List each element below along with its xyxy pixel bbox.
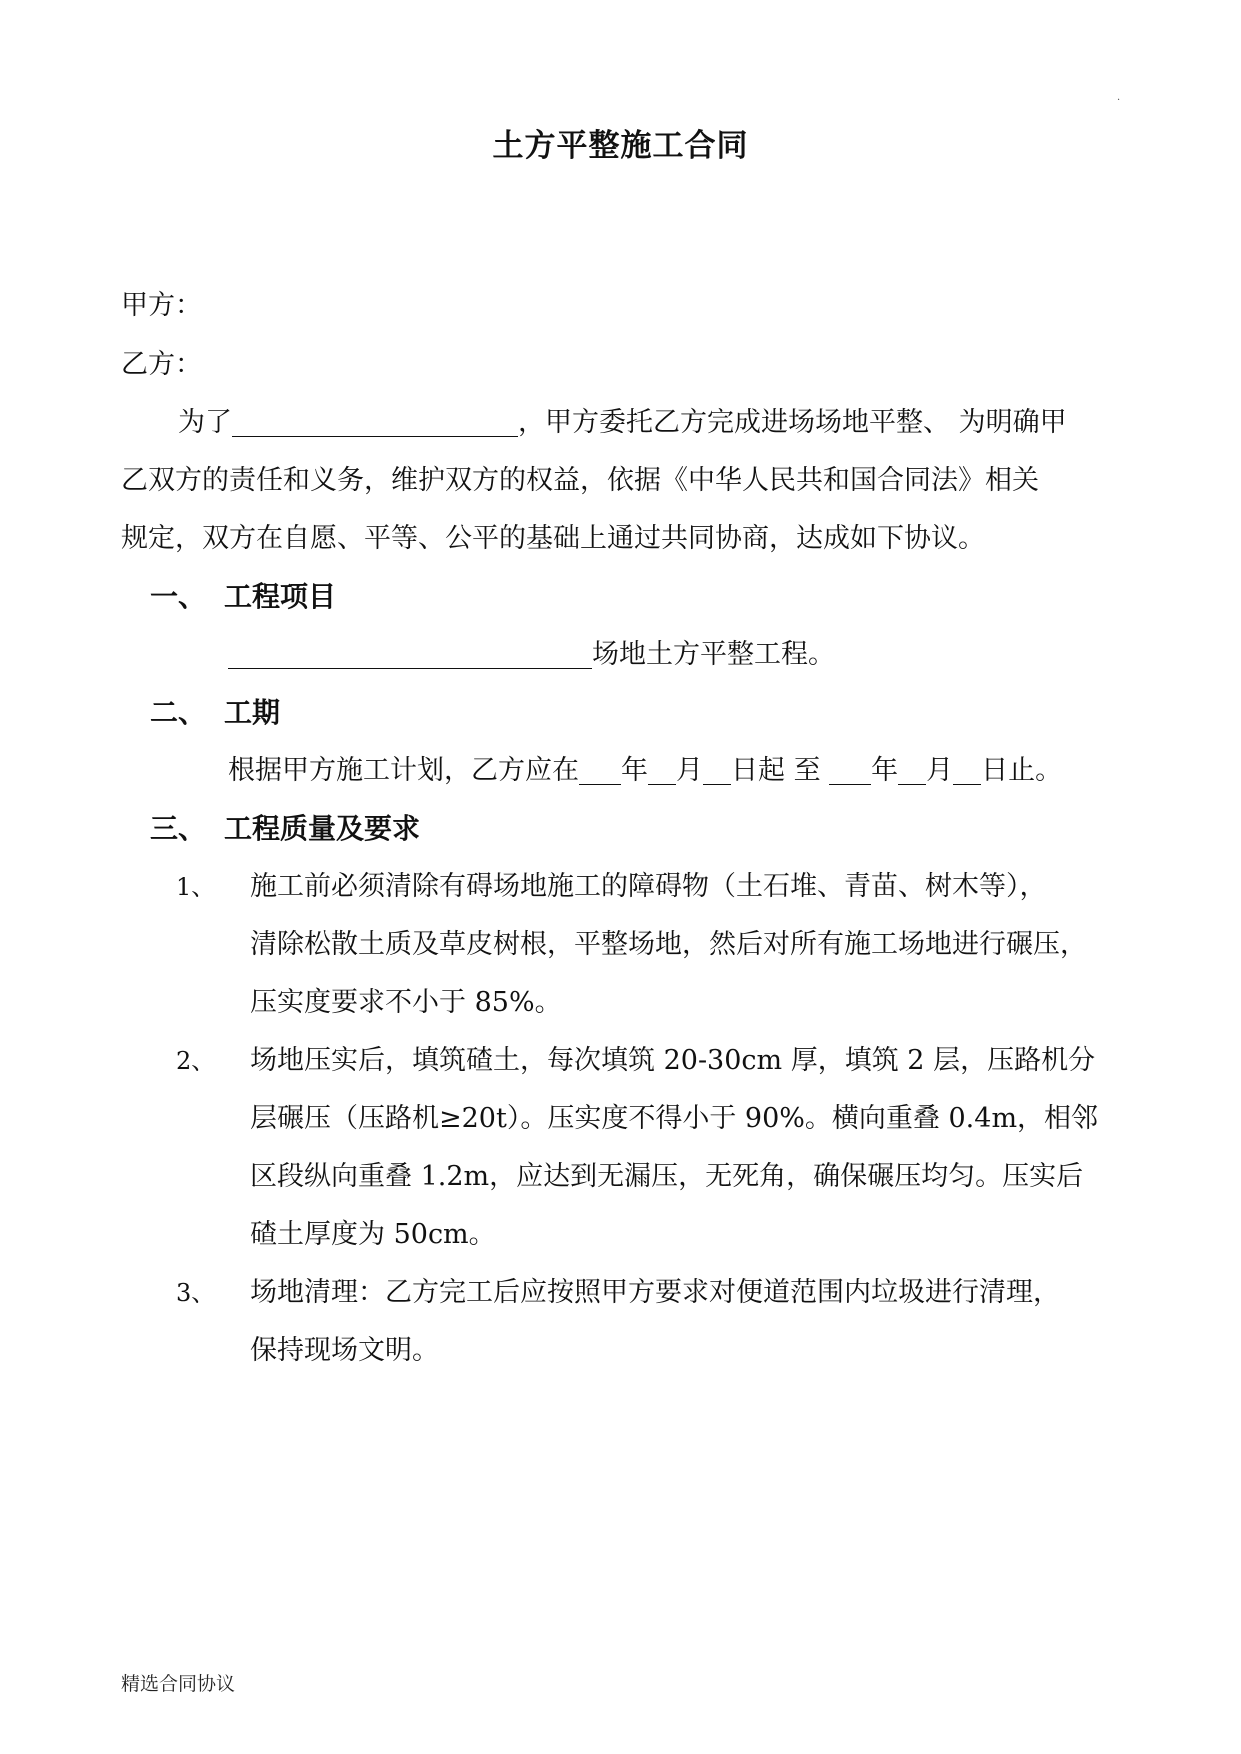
item-1-line-3: 压实度要求不小于 85%。 bbox=[250, 987, 562, 1018]
item-2-line-1: 场地压实后，填筑碴土，每次填筑 20-30cm 厚，填筑 2 层，压路机分 bbox=[250, 1045, 1096, 1076]
corner-mark: · bbox=[1117, 95, 1121, 106]
end-year-label: 年 bbox=[871, 755, 899, 786]
section-1-heading bbox=[150, 578, 336, 616]
schedule-text: 根据甲方施工计划，乙方应在 bbox=[228, 755, 579, 786]
item-3-number: 3、 bbox=[176, 1279, 216, 1307]
intro-line-3: 规定，双方在自愿、平等、公平的基础上通过共同协商，达成如下协议。 bbox=[121, 523, 985, 554]
item-2-line-3: 区段纵向重叠 1.2m，应达到无漏压，无死角，确保碾压均匀。压实后 bbox=[250, 1161, 1084, 1192]
end-month-blank bbox=[898, 754, 926, 785]
section-3-heading bbox=[150, 810, 420, 848]
schedule-line bbox=[228, 752, 1062, 790]
section-1-title: 工程项目 bbox=[224, 580, 337, 613]
section-1-suffix: 场地土方平整工程。 bbox=[592, 639, 835, 670]
intro-line-1 bbox=[178, 404, 1067, 442]
end-day-label: 日止。 bbox=[981, 755, 1063, 786]
end-year-blank bbox=[829, 754, 871, 785]
document-title: 土方平整施工合同 bbox=[492, 128, 749, 164]
item-3-line-1: 场地清理：乙方完工后应按照甲方要求对便道范围内垃圾进行清理， bbox=[250, 1277, 1060, 1308]
intro-line-2: 乙双方的责任和义务，维护双方的权益，依据《中华人民共和国合同法》相关 bbox=[121, 465, 1039, 496]
item-2-number: 2、 bbox=[176, 1047, 216, 1075]
start-month-label: 月 bbox=[676, 755, 703, 786]
start-year-label: 年 bbox=[621, 755, 648, 786]
purpose-blank bbox=[232, 406, 518, 437]
page-footer: 精选合同协议 bbox=[121, 1673, 236, 1695]
item-2-line-4: 碴土厚度为 50cm。 bbox=[250, 1219, 496, 1250]
start-day-label: 日起 至 bbox=[731, 755, 830, 786]
party-b-label: 乙方： bbox=[121, 349, 202, 380]
section-3-title: 工程质量及要求 bbox=[224, 812, 421, 845]
start-year-blank bbox=[579, 754, 621, 785]
section-1-number: 一、 bbox=[150, 580, 207, 613]
section-3-number: 三、 bbox=[150, 812, 207, 845]
section-2-number: 二、 bbox=[150, 696, 207, 729]
item-1-number: 1、 bbox=[176, 873, 216, 901]
intro-line1-rest: ，甲方委托乙方完成进场场地平整、 为明确甲 bbox=[518, 407, 1067, 438]
start-month-blank bbox=[648, 754, 676, 785]
item-1-line-2: 清除松散土质及草皮树根，平整场地，然后对所有施工场地进行碾压， bbox=[250, 929, 1087, 960]
item-3-line-2: 保持现场文明。 bbox=[250, 1335, 439, 1366]
section-1-content bbox=[228, 636, 835, 674]
end-day-blank bbox=[953, 754, 981, 785]
item-1-line-1: 施工前必须清除有碍场地施工的障碍物（土石堆、青苗、树木等）， bbox=[250, 871, 1047, 902]
party-a-label: 甲方： bbox=[121, 290, 202, 321]
start-day-blank bbox=[703, 754, 731, 785]
section-2-heading bbox=[150, 694, 280, 732]
intro-lead: 为了 bbox=[178, 407, 232, 438]
end-month-label: 月 bbox=[926, 755, 954, 786]
item-2-line-2: 层碾压（压路机≥20t）。压实度不得小于 90%。横向重叠 0.4m，相邻 bbox=[250, 1103, 1099, 1134]
project-name-blank bbox=[228, 638, 592, 669]
section-2-title: 工期 bbox=[224, 696, 281, 729]
